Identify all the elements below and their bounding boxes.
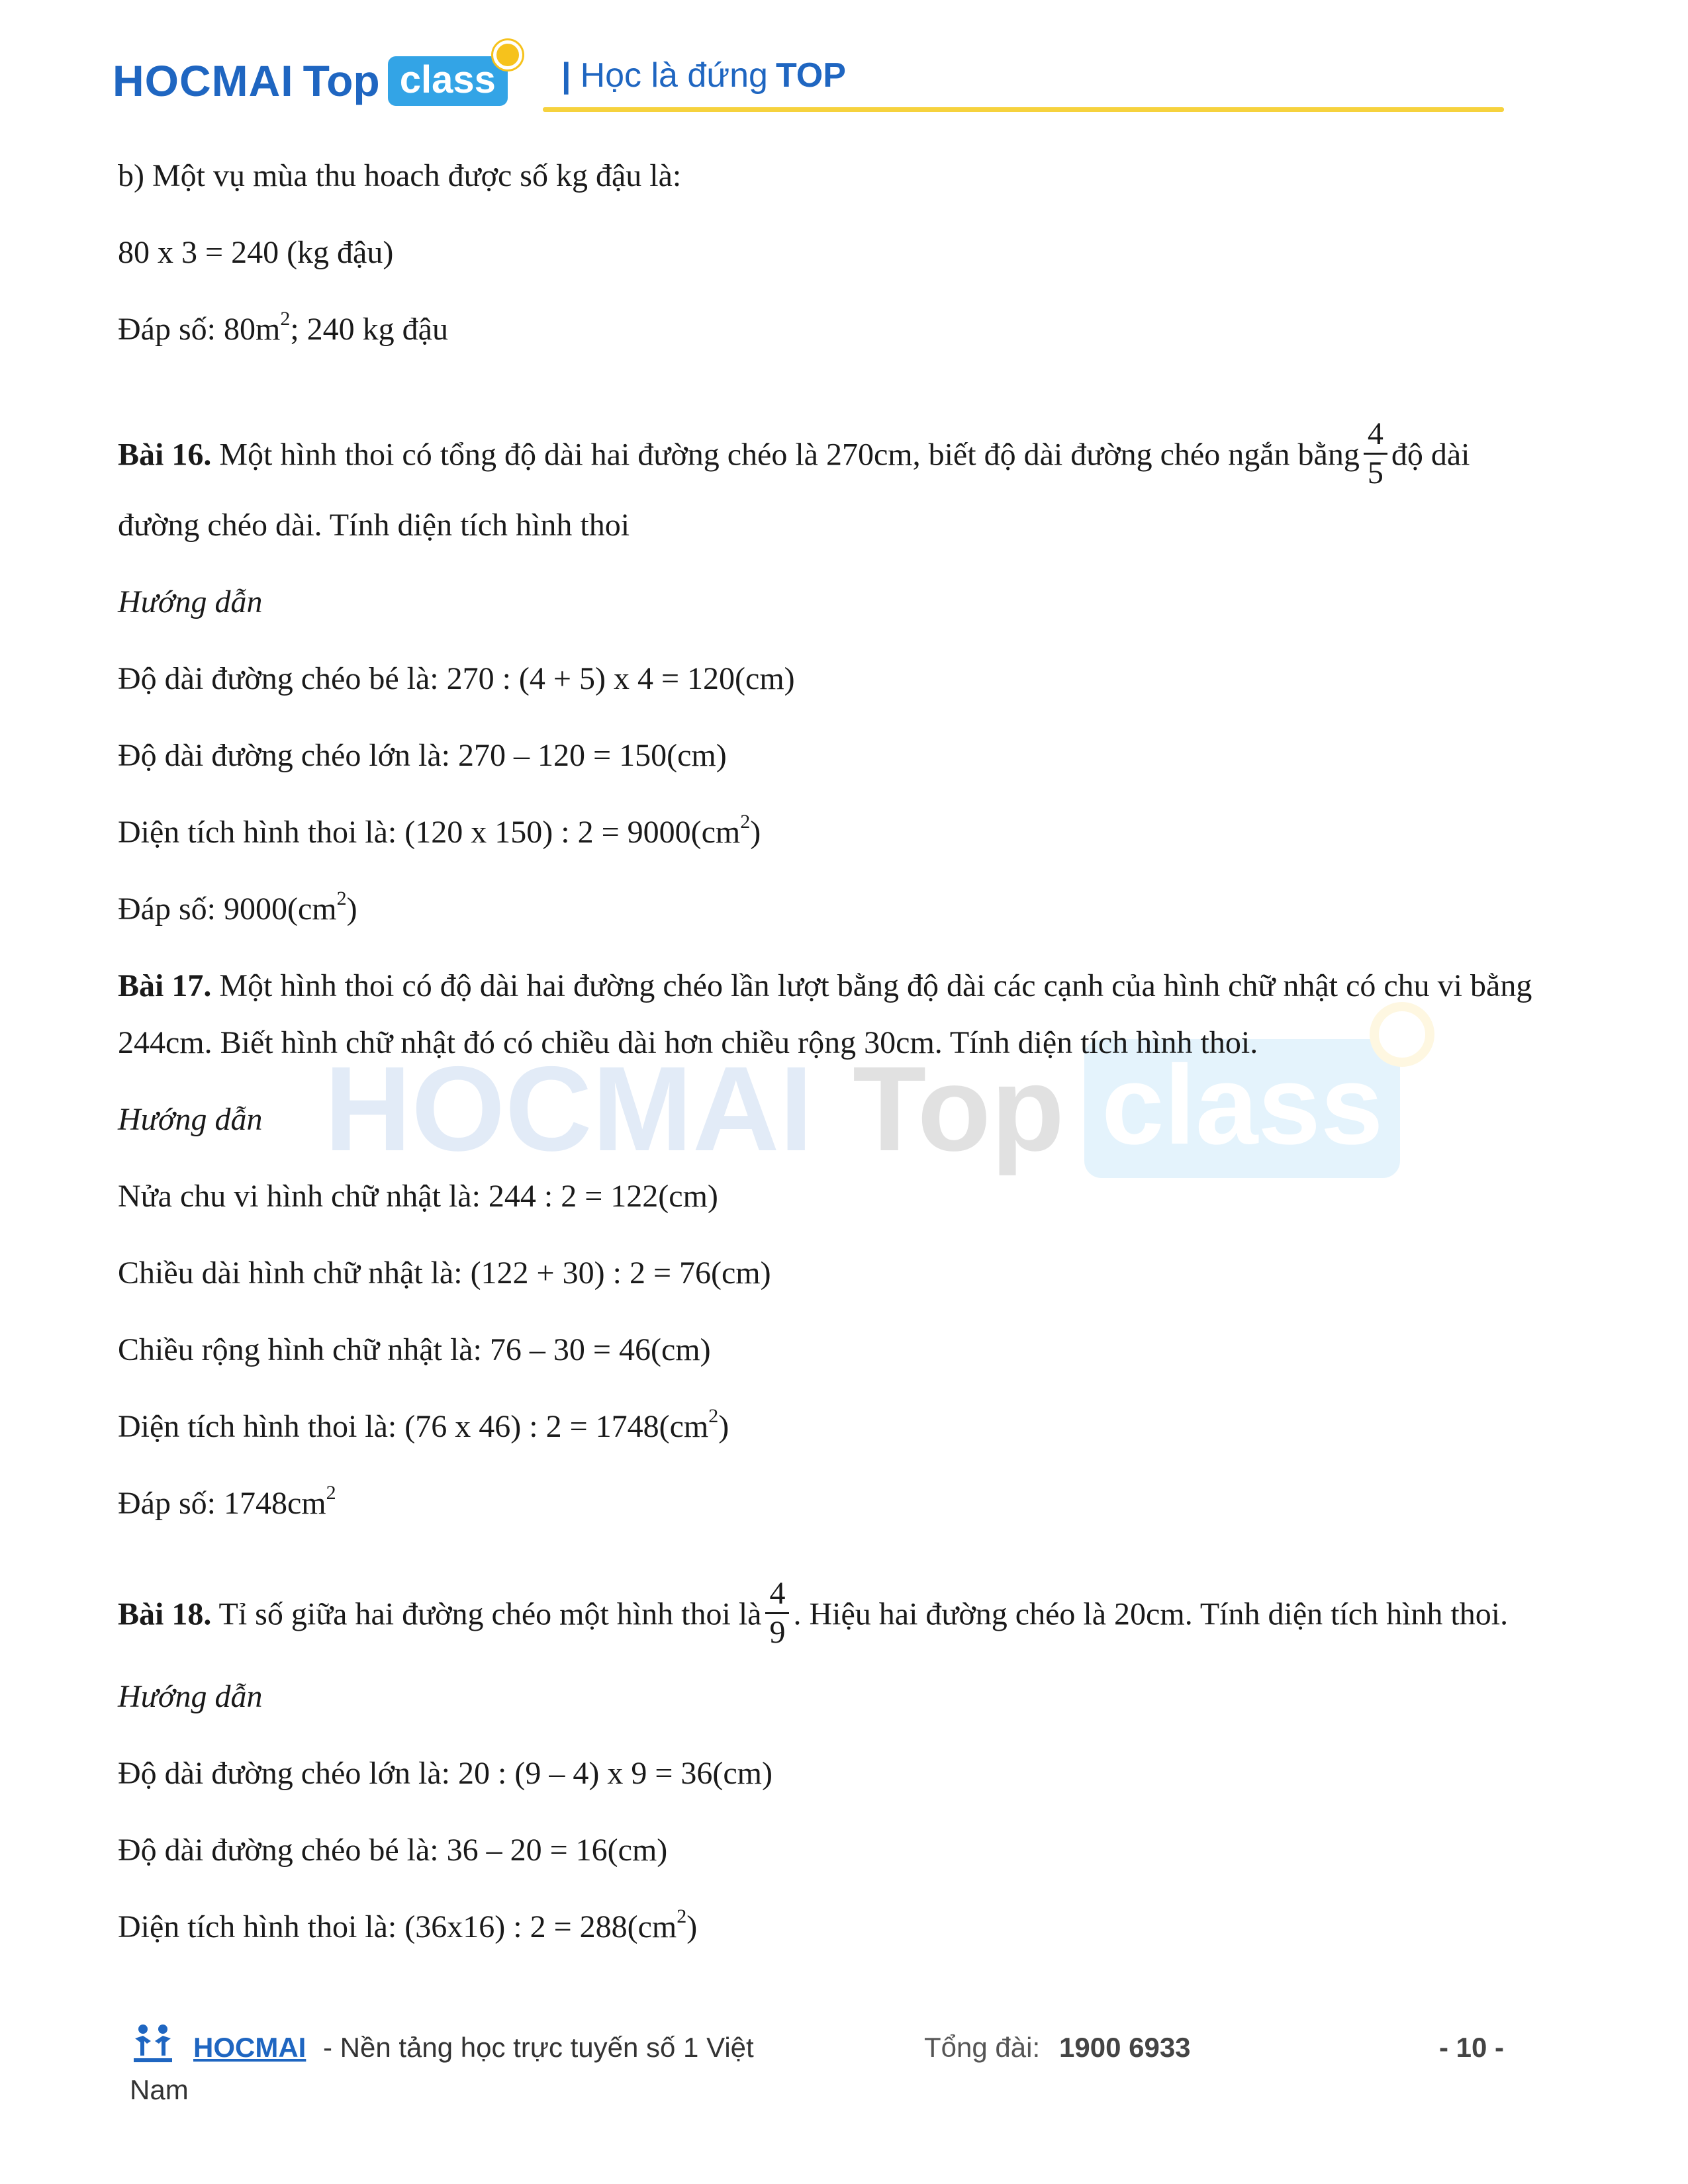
hotline-number: 1900 6933	[1059, 2032, 1191, 2063]
solution-step: Chiều dài hình chữ nhật là: (122 + 30) : 2 = 76(cm)	[118, 1255, 771, 1291]
sun-icon	[493, 40, 522, 69]
exercise-text: . Hiệu hai đường chéo là 20cm. Tính diện tích hình thoi.	[793, 1596, 1509, 1632]
superscript: 2	[326, 1482, 336, 1504]
exercise-text: Một hình thoi có tổng độ dài hai đường chéo là 270cm, biết độ dài đường chéo ngắn bằng	[211, 437, 1360, 473]
superscript: 2	[740, 811, 751, 833]
fraction-numerator: 4	[1367, 416, 1383, 451]
solution-step: Độ dài đường chéo bé là: 36 – 20 = 16(cm)	[118, 1833, 668, 1868]
fraction-4-9	[765, 1575, 789, 1651]
logo-top-text: Top	[303, 56, 380, 105]
exercise-label: Bài 16.	[118, 437, 212, 473]
solution-step: Độ dài đường chéo lớn là: 270 – 120 = 150(cm)	[118, 738, 727, 773]
exercise-17-title	[118, 966, 1532, 1006]
guide-heading: Hướng dẫn	[118, 1679, 263, 1714]
answer-text: )	[346, 891, 357, 927]
superscript: 2	[677, 1905, 687, 1927]
exercise-text: Tỉ số giữa hai đường chéo một hình thoi là	[211, 1596, 762, 1632]
superscript: 2	[336, 887, 347, 909]
footer-tagline-wrap: Nam	[130, 2074, 189, 2105]
superscript: 2	[280, 308, 291, 330]
fraction-4-5	[1364, 416, 1387, 492]
superscript: 2	[708, 1405, 719, 1427]
hocmai-people-icon	[130, 2021, 176, 2068]
hocmai-topclass-logo	[113, 48, 508, 114]
fraction-denominator: 5	[1367, 455, 1383, 490]
watermark-class: class	[1102, 1042, 1383, 1168]
solution-step: Chiều rộng hình chữ nhật là: 76 – 30 = 46(cm)	[118, 1332, 711, 1367]
answer-text: Đáp số: 80m	[118, 312, 281, 347]
answer-line	[118, 310, 448, 349]
exercise-label: Bài 18.	[118, 1596, 212, 1632]
exercise-text: Một hình thoi có độ dài hai đường chéo lần lượt bằng độ dài các cạnh của hình chữ nhật có chu vi bằng	[211, 968, 1532, 1003]
watermark-hocmai: HOCMAI	[324, 1041, 814, 1176]
text-line: 80 x 3 = 240 (kg đậu)	[118, 235, 394, 270]
answer-text: Đáp số: 9000(cm	[118, 891, 337, 927]
footer-tagline: - Nền tảng học trực tuyến số 1 Việt	[323, 2032, 754, 2063]
exercise-18-title	[118, 1576, 1509, 1655]
answer-text: Đáp số: 1748cm	[118, 1486, 326, 1521]
exercise-text: độ dài	[1391, 437, 1470, 473]
slogan-top: TOP	[775, 56, 846, 95]
solution-text: )	[718, 1409, 729, 1444]
answer-text: ; 240 kg đậu	[290, 312, 448, 347]
guide-heading: Hướng dẫn	[118, 1102, 263, 1137]
slogan-text: Học là đứng	[580, 56, 768, 95]
solution-step: Nửa chu vi hình chữ nhật là: 244 : 2 = 122(cm)	[118, 1179, 718, 1214]
header-underline	[543, 107, 1504, 112]
guide-heading: Hướng dẫn	[118, 584, 263, 619]
watermark-sun-icon	[1370, 1002, 1434, 1067]
text-line: 244cm. Biết hình chữ nhật đó có chiều dài hơn chiều rộng 30cm. Tính diện tích hình thoi.	[118, 1025, 1258, 1060]
header-slogan	[561, 56, 846, 95]
solution-step	[118, 1407, 729, 1447]
answer-line	[118, 889, 357, 929]
exercise-16-title	[118, 416, 1470, 496]
logo-hocmai-text: HOCMAI	[113, 56, 294, 105]
solution-text: )	[686, 1909, 698, 1944]
solution-text: Diện tích hình thoi là: (36x16) : 2 = 288(cm	[118, 1909, 677, 1944]
hotline-label: Tổng đài:	[924, 2032, 1041, 2063]
footer-brand-link[interactable]: HOCMAI	[193, 2032, 306, 2063]
fraction-denominator: 9	[769, 1615, 786, 1650]
fraction-numerator: 4	[769, 1576, 786, 1611]
page-number: - 10 -	[1439, 2032, 1505, 2063]
solution-step: Độ dài đường chéo lớn là: 20 : (9 – 4) x 9 = 36(cm)	[118, 1756, 773, 1791]
answer-line	[118, 1484, 336, 1524]
slogan-divider: |	[561, 56, 571, 95]
solution-text: Diện tích hình thoi là: (120 x 150) : 2 = 9000(cm	[118, 815, 741, 850]
exercise-label: Bài 17.	[118, 968, 212, 1003]
solution-step	[118, 1907, 697, 1947]
logo-class-text: class	[399, 58, 496, 101]
text-line: b) Một vụ mùa thu hoach được số kg đậu là:	[118, 158, 682, 193]
solution-step: Độ dài đường chéo bé là: 270 : (4 + 5) x 4 = 120(cm)	[118, 661, 795, 696]
watermark-top: Top	[853, 1041, 1065, 1176]
solution-text: Diện tích hình thoi là: (76 x 46) : 2 = 1748(cm	[118, 1409, 709, 1444]
solution-step	[118, 813, 761, 852]
text-line: đường chéo dài. Tính diện tích hình thoi	[118, 508, 630, 543]
logo-class-badge	[388, 56, 508, 106]
solution-text: )	[750, 815, 761, 850]
